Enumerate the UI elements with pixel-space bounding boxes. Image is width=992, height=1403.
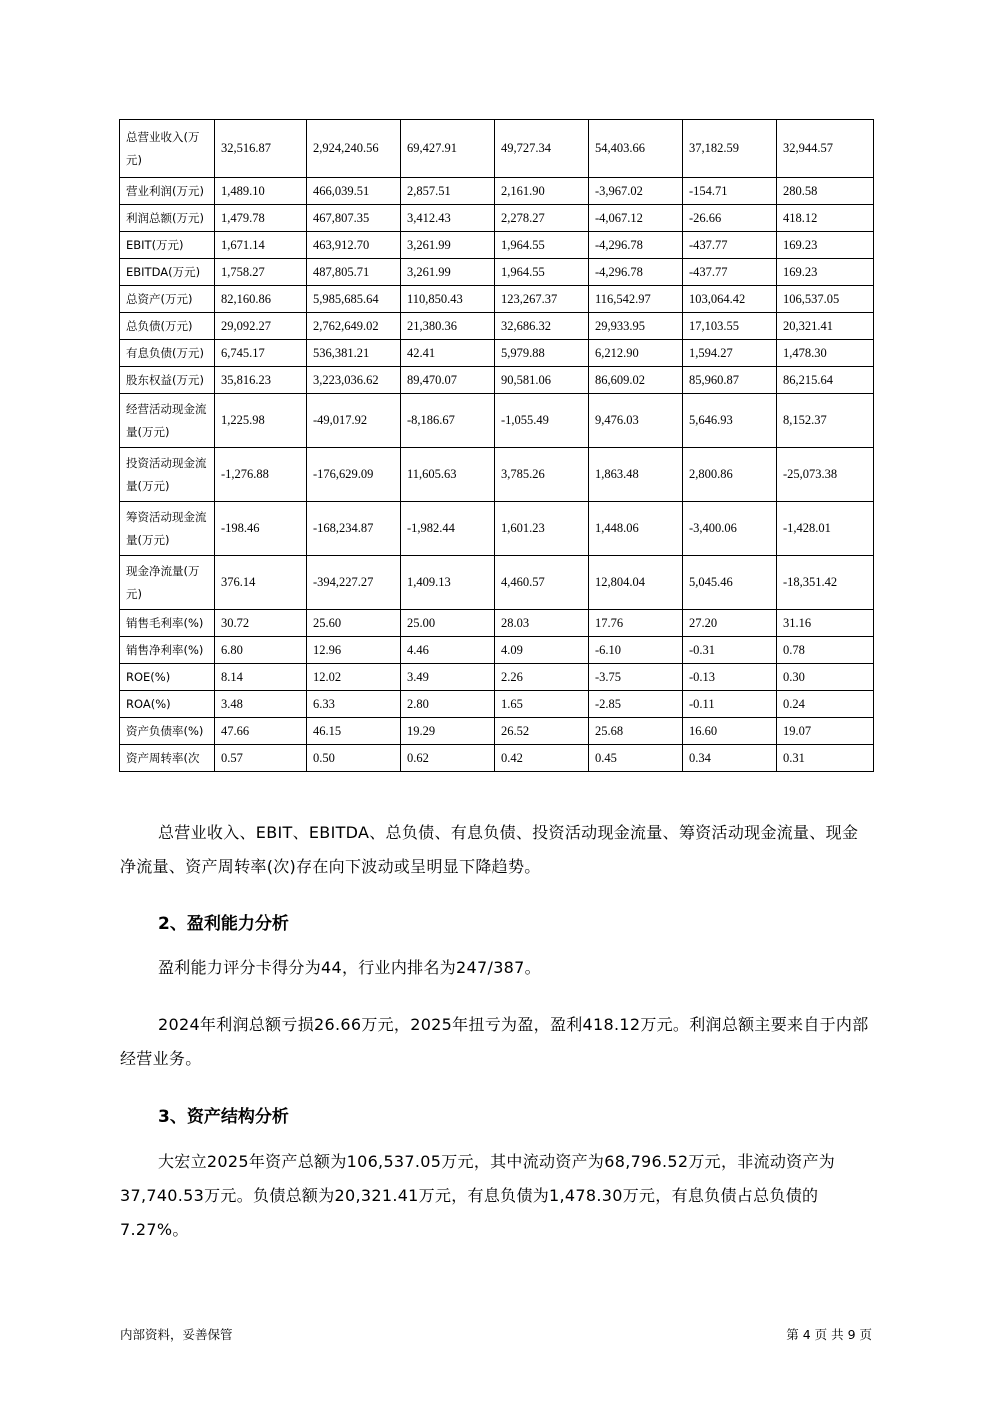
- table-cell: 3,412.43: [401, 205, 495, 232]
- table-cell: 27.20: [683, 610, 777, 637]
- row-label: EBITDA(万元): [120, 259, 215, 286]
- table-cell: 536,381.21: [307, 340, 401, 367]
- table-cell: 47.66: [215, 718, 307, 745]
- table-cell: -4,067.12: [589, 205, 683, 232]
- table-cell: 86,609.02: [589, 367, 683, 394]
- table-cell: -168,234.87: [307, 502, 401, 556]
- table-cell: 1,964.55: [495, 259, 589, 286]
- table-cell: 19.07: [777, 718, 874, 745]
- row-label: 有息负债(万元): [120, 340, 215, 367]
- table-cell: 8,152.37: [777, 394, 874, 448]
- table-cell: -25,073.38: [777, 448, 874, 502]
- row-label: ROA(%): [120, 691, 215, 718]
- table-cell: 2.80: [401, 691, 495, 718]
- trend-paragraph: 总营业收入、EBIT、EBITDA、总负债、有息负债、投资活动现金流量、筹资活动现金流量、现金净流量、资产周转率(次)存在向下波动或呈明显下降趋势。: [120, 823, 859, 876]
- footer-confidential-note: 内部资料，妥善保管: [120, 1327, 233, 1342]
- table-cell: 169.23: [777, 232, 874, 259]
- asset-structure-paragraph: 大宏立2025年资产总额为106,537.05万元，其中流动资产为68,796.52万元，非流动资产为37,740.53万元。负债总额为20,321.41万元，有息负债为1,478.30万元，有息负债占总负债的7.27%。: [120, 1152, 836, 1239]
- table-row: [120, 178, 874, 205]
- table-row: [120, 556, 874, 610]
- financial-table: [119, 119, 874, 772]
- table-cell: -1,428.01: [777, 502, 874, 556]
- table-cell: 32,944.57: [777, 120, 874, 178]
- table-cell: 6.80: [215, 637, 307, 664]
- table-cell: 3,261.99: [401, 232, 495, 259]
- table-cell: -1,982.44: [401, 502, 495, 556]
- table-cell: 9,476.03: [589, 394, 683, 448]
- table-cell: 106,537.05: [777, 286, 874, 313]
- profit-score-paragraph: 盈利能力评分卡得分为44，行业内排名为247/387。: [158, 958, 541, 977]
- table-cell: 467,807.35: [307, 205, 401, 232]
- table-row: [120, 120, 874, 178]
- table-cell: 29,933.95: [589, 313, 683, 340]
- table-row: [120, 745, 874, 772]
- table-cell: 8.14: [215, 664, 307, 691]
- table-cell: 0.62: [401, 745, 495, 772]
- table-cell: -3,967.02: [589, 178, 683, 205]
- table-cell: 123,267.37: [495, 286, 589, 313]
- financial-table-body: [120, 120, 874, 772]
- table-cell: 89,470.07: [401, 367, 495, 394]
- table-cell: -154.71: [683, 178, 777, 205]
- table-cell: 0.34: [683, 745, 777, 772]
- table-cell: 37,182.59: [683, 120, 777, 178]
- table-cell: -437.77: [683, 232, 777, 259]
- table-cell: 5,646.93: [683, 394, 777, 448]
- row-label: 营业利润(万元): [120, 178, 215, 205]
- table-cell: -0.11: [683, 691, 777, 718]
- table-cell: -0.13: [683, 664, 777, 691]
- table-cell: 4.09: [495, 637, 589, 664]
- table-cell: 3,223,036.62: [307, 367, 401, 394]
- table-cell: 487,805.71: [307, 259, 401, 286]
- table-cell: 466,039.51: [307, 178, 401, 205]
- table-cell: -1,276.88: [215, 448, 307, 502]
- table-cell: 1,594.27: [683, 340, 777, 367]
- table-cell: 32,686.32: [495, 313, 589, 340]
- table-cell: 31.16: [777, 610, 874, 637]
- table-cell: 0.57: [215, 745, 307, 772]
- table-cell: 2,857.51: [401, 178, 495, 205]
- section-heading-profitability: 2、盈利能力分析: [158, 914, 289, 934]
- table-cell: 17,103.55: [683, 313, 777, 340]
- row-label: 总负债(万元): [120, 313, 215, 340]
- table-cell: 0.30: [777, 664, 874, 691]
- table-cell: 169.23: [777, 259, 874, 286]
- table-cell: 11,605.63: [401, 448, 495, 502]
- table-cell: 12.96: [307, 637, 401, 664]
- table-cell: 6,745.17: [215, 340, 307, 367]
- table-cell: 280.58: [777, 178, 874, 205]
- profit-detail-paragraph: 2024年利润总额亏损26.66万元，2025年扭亏为盈，盈利418.12万元。利润总额主要来自于内部经营业务。: [120, 1015, 869, 1068]
- table-cell: 1,409.13: [401, 556, 495, 610]
- table-cell: 0.31: [777, 745, 874, 772]
- table-cell: 2,924,240.56: [307, 120, 401, 178]
- table-cell: 0.42: [495, 745, 589, 772]
- table-cell: 5,979.88: [495, 340, 589, 367]
- table-cell: 20,321.41: [777, 313, 874, 340]
- table-row: [120, 205, 874, 232]
- table-cell: 110,850.43: [401, 286, 495, 313]
- table-cell: -4,296.78: [589, 259, 683, 286]
- table-cell: 90,581.06: [495, 367, 589, 394]
- table-cell: 86,215.64: [777, 367, 874, 394]
- table-cell: 4.46: [401, 637, 495, 664]
- table-cell: 21,380.36: [401, 313, 495, 340]
- row-label: EBIT(万元): [120, 232, 215, 259]
- table-cell: 25.00: [401, 610, 495, 637]
- table-cell: -26.66: [683, 205, 777, 232]
- table-cell: -1,055.49: [495, 394, 589, 448]
- table-cell: -4,296.78: [589, 232, 683, 259]
- table-cell: -198.46: [215, 502, 307, 556]
- table-cell: 2,800.86: [683, 448, 777, 502]
- row-label: 股东权益(万元): [120, 367, 215, 394]
- table-cell: 2.26: [495, 664, 589, 691]
- table-cell: 12.02: [307, 664, 401, 691]
- table-cell: 12,804.04: [589, 556, 683, 610]
- table-row: [120, 394, 874, 448]
- table-cell: 6,212.90: [589, 340, 683, 367]
- table-cell: 0.24: [777, 691, 874, 718]
- table-cell: 25.68: [589, 718, 683, 745]
- row-label: 销售毛利率(%): [120, 610, 215, 637]
- table-cell: -394,227.27: [307, 556, 401, 610]
- footer-page-number: 第 4 页 共 9 页: [786, 1327, 872, 1342]
- table-cell: -3.75: [589, 664, 683, 691]
- table-row: [120, 340, 874, 367]
- table-cell: -6.10: [589, 637, 683, 664]
- table-cell: 28.03: [495, 610, 589, 637]
- table-row: [120, 448, 874, 502]
- table-cell: -3,400.06: [683, 502, 777, 556]
- table-cell: 25.60: [307, 610, 401, 637]
- table-cell: 19.29: [401, 718, 495, 745]
- table-row: [120, 232, 874, 259]
- table-cell: 0.78: [777, 637, 874, 664]
- table-cell: 116,542.97: [589, 286, 683, 313]
- table-cell: 42.41: [401, 340, 495, 367]
- table-row: [120, 367, 874, 394]
- table-cell: -176,629.09: [307, 448, 401, 502]
- row-label: 销售净利率(%): [120, 637, 215, 664]
- table-cell: 1,225.98: [215, 394, 307, 448]
- table-row: [120, 313, 874, 340]
- table-cell: 17.76: [589, 610, 683, 637]
- table-row: [120, 691, 874, 718]
- table-cell: -437.77: [683, 259, 777, 286]
- table-cell: 1,671.14: [215, 232, 307, 259]
- table-cell: 3,785.26: [495, 448, 589, 502]
- table-cell: 69,427.91: [401, 120, 495, 178]
- row-label: 筹资活动现金流量(万元): [120, 502, 215, 556]
- table-cell: 2,161.90: [495, 178, 589, 205]
- table-cell: 376.14: [215, 556, 307, 610]
- row-label: 资产周转率(次: [120, 745, 215, 772]
- table-cell: 0.50: [307, 745, 401, 772]
- table-cell: 16.60: [683, 718, 777, 745]
- table-cell: 1,863.48: [589, 448, 683, 502]
- table-cell: 418.12: [777, 205, 874, 232]
- table-cell: 103,064.42: [683, 286, 777, 313]
- table-cell: 3.48: [215, 691, 307, 718]
- table-cell: 1,448.06: [589, 502, 683, 556]
- row-label: ROE(%): [120, 664, 215, 691]
- row-label: 经营活动现金流量(万元): [120, 394, 215, 448]
- table-cell: 2,278.27: [495, 205, 589, 232]
- table-cell: -8,186.67: [401, 394, 495, 448]
- table-cell: 1,478.30: [777, 340, 874, 367]
- row-label: 现金净流量(万元): [120, 556, 215, 610]
- row-label: 资产负债率(%): [120, 718, 215, 745]
- section-heading-asset-structure: 3、资产结构分析: [158, 1107, 289, 1127]
- table-cell: 30.72: [215, 610, 307, 637]
- table-cell: 46.15: [307, 718, 401, 745]
- table-cell: 4,460.57: [495, 556, 589, 610]
- table-cell: 1,601.23: [495, 502, 589, 556]
- table-cell: 85,960.87: [683, 367, 777, 394]
- table-cell: 26.52: [495, 718, 589, 745]
- table-row: [120, 664, 874, 691]
- table-cell: -18,351.42: [777, 556, 874, 610]
- table-cell: 32,516.87: [215, 120, 307, 178]
- table-cell: 3.49: [401, 664, 495, 691]
- table-cell: 1,479.78: [215, 205, 307, 232]
- table-cell: -49,017.92: [307, 394, 401, 448]
- table-cell: 1,489.10: [215, 178, 307, 205]
- table-cell: 54,403.66: [589, 120, 683, 178]
- table-row: [120, 637, 874, 664]
- table-cell: 6.33: [307, 691, 401, 718]
- table-cell: 29,092.27: [215, 313, 307, 340]
- table-cell: 1.65: [495, 691, 589, 718]
- row-label: 利润总额(万元): [120, 205, 215, 232]
- table-row: [120, 259, 874, 286]
- row-label: 总资产(万元): [120, 286, 215, 313]
- table-cell: 49,727.34: [495, 120, 589, 178]
- table-cell: 1,758.27: [215, 259, 307, 286]
- table-cell: 2,762,649.02: [307, 313, 401, 340]
- table-row: [120, 502, 874, 556]
- table-cell: 3,261.99: [401, 259, 495, 286]
- table-cell: 5,985,685.64: [307, 286, 401, 313]
- table-row: [120, 286, 874, 313]
- table-cell: 5,045.46: [683, 556, 777, 610]
- row-label: 投资活动现金流量(万元): [120, 448, 215, 502]
- table-cell: 1,964.55: [495, 232, 589, 259]
- row-label: 总营业收入(万元): [120, 120, 215, 178]
- table-cell: 35,816.23: [215, 367, 307, 394]
- table-row: [120, 610, 874, 637]
- table-cell: 82,160.86: [215, 286, 307, 313]
- table-cell: -0.31: [683, 637, 777, 664]
- table-row: [120, 718, 874, 745]
- table-cell: 463,912.70: [307, 232, 401, 259]
- table-cell: -2.85: [589, 691, 683, 718]
- table-cell: 0.45: [589, 745, 683, 772]
